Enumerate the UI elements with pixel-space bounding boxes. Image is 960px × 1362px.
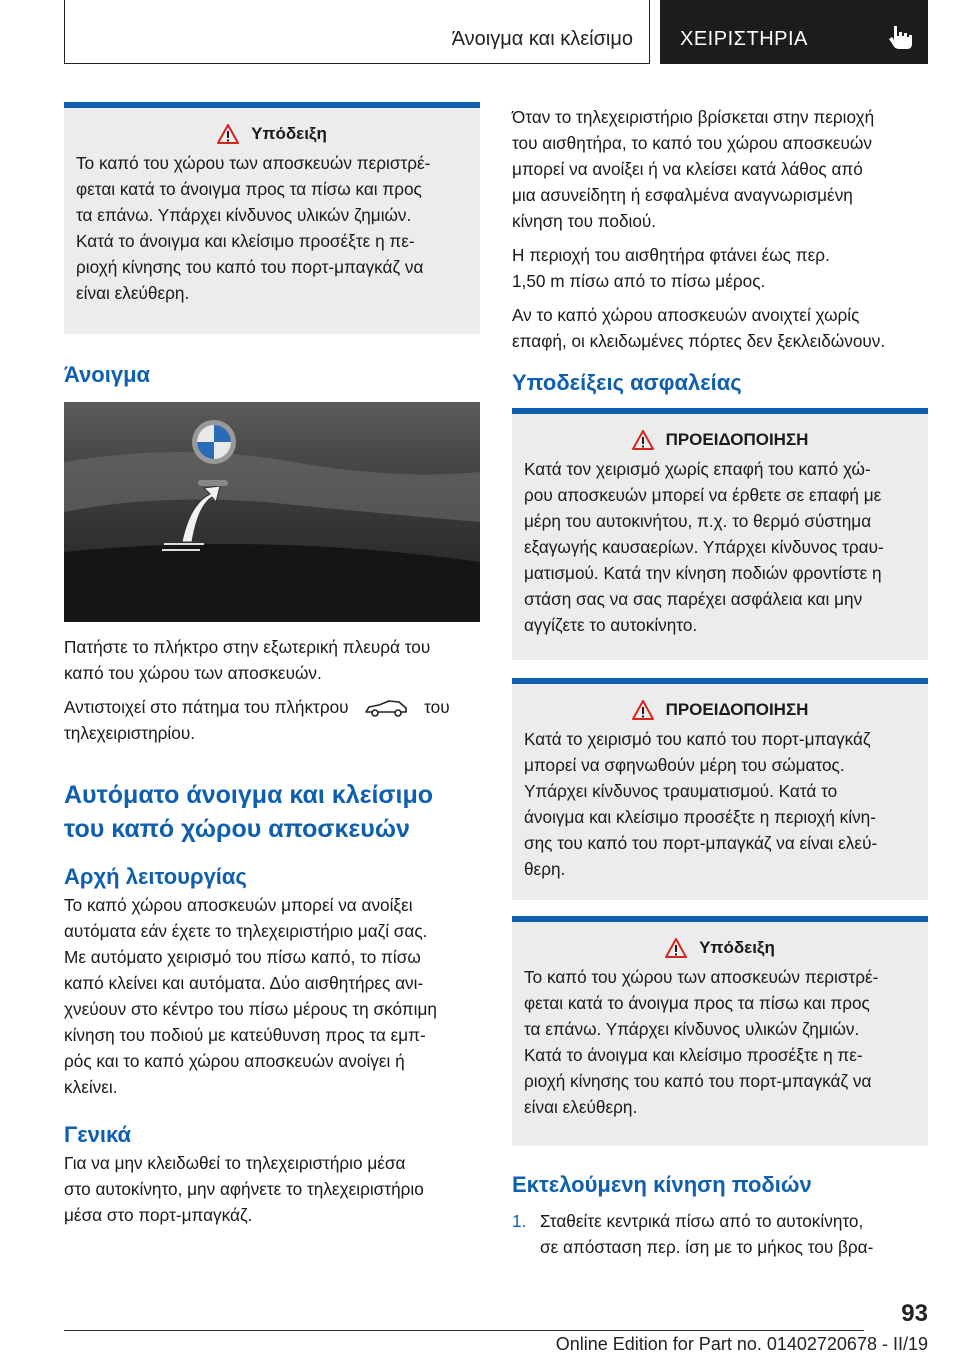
- general-line: στο αυτοκίνητο, μην αφήνετε το τηλεχειριστήριο: [64, 1179, 424, 1199]
- principle-line: καπό κλείνει και αυτόματα. Δύο αισθητήρες ανι-: [64, 973, 424, 993]
- note-box: [512, 916, 928, 1146]
- warning-line: μπορεί να σφηνωθούν μέρη του σώματος.: [524, 755, 845, 775]
- step-text: Σταθείτε κεντρικά πίσω από το αυτοκίνητο,: [540, 1211, 864, 1231]
- step-number: 1.: [512, 1211, 527, 1231]
- warning-line: άνοιγμα και κλείσιμο προσέξτε η περιοχή κίνη-: [524, 807, 876, 827]
- note-line: είναι ελεύθερη.: [524, 1097, 638, 1117]
- warning-line: μέρη του αυτοκινήτου, π.χ. το θερμό σύστημα: [524, 511, 872, 531]
- warning-line: ματισμού. Κατά την κίνηση ποδιών φροντίστε η: [524, 563, 882, 583]
- principle-line: ρός και το καπό χώρου αποσκευών ανοίγει ή: [64, 1051, 405, 1071]
- note-header: [76, 124, 468, 144]
- heading-opening: Άνοιγμα: [64, 362, 151, 387]
- press-text: καπό του χώρου των αποσκευών.: [64, 663, 322, 683]
- heading-principle: Αρχή λειτουργίας: [64, 864, 247, 889]
- range-line: 1,50 m πίσω από το πίσω μέρος.: [512, 271, 766, 291]
- warning-line: σης του καπό του πορτ-μπαγκάζ να είναι ελεύ-: [524, 833, 878, 853]
- warning-triangle-icon: [632, 700, 654, 720]
- warning-box: [512, 408, 928, 660]
- warning-line: στάση σας να σας παρέχει ασφάλεια και μην: [524, 589, 863, 609]
- warning-line: εξαγωγής καυσαερίων. Υπάρχει κίνδυνος τραυ-: [524, 537, 884, 557]
- intro-line: μπορεί να ανοίξει ή να κλείσει κατά λάθος από: [512, 159, 863, 179]
- footer-divider: [64, 1330, 864, 1331]
- warning-line: Υπάρχει κίνδυνος τραυματισμού. Κατά το: [524, 781, 838, 801]
- page-number: 93: [901, 1300, 928, 1327]
- intro-line: κίνηση του ποδιού.: [512, 211, 657, 231]
- warning-line: θερη.: [524, 859, 566, 879]
- note-line: φεται κατά το άνοιγμα προς τα πίσω και προς: [524, 993, 870, 1013]
- note-line: ριοχή κίνησης του καπό του πορτ-μπαγκάζ να: [524, 1071, 872, 1091]
- warning-triangle-icon: [217, 124, 239, 144]
- intro-line: Όταν το τηλεχειριστήριο βρίσκεται στην περιοχή: [512, 107, 875, 127]
- note-box: [64, 102, 480, 334]
- note-line: Το καπό του χώρου των αποσκευών περιστρέ-: [524, 967, 879, 987]
- note-line: Κατά το άνοιγμα και κλείσιμο προσέξτε η πε-: [524, 1045, 863, 1065]
- chapter-label: ΧΕΙΡΙΣΤΗΡΙΑ: [680, 28, 808, 50]
- warning-header: [524, 700, 916, 720]
- note-line: φεται κατά το άνοιγμα προς τα πίσω και προς: [76, 179, 422, 199]
- intro-line: μια ασυνείδητη ή εσφαλμένα αναγνωρισμένη: [512, 185, 853, 205]
- principle-line: κλείνει.: [64, 1077, 118, 1097]
- note-title: Υπόδειξη: [699, 938, 775, 957]
- remote-text-pre: Αντιστοιχεί στο πάτημα του πλήκτρου: [64, 697, 349, 717]
- header-section-box: [64, 0, 650, 64]
- step-text-cont: σε απόσταση περ. ίση με το μήκος του βρα-: [540, 1237, 874, 1257]
- principle-line: αυτόματα εάν έχετε το τηλεχειριστήριο μαζί σας.: [64, 921, 428, 941]
- general-line: μέσα στο πορτ-μπαγκάζ.: [64, 1205, 253, 1225]
- warning-triangle-icon: [632, 430, 654, 450]
- warning-line: αγγίζετε το αυτοκίνητο.: [524, 615, 698, 635]
- remote-text-line2: τηλεχειριστηρίου.: [64, 723, 195, 743]
- general-line: Για να μην κλειδωθεί το τηλεχειριστήριο μέσα: [64, 1153, 406, 1173]
- hand-pointer-icon: [886, 22, 916, 52]
- principle-line: Το καπό χώρου αποσκευών μπορεί να ανοίξει: [64, 895, 413, 915]
- chapter-tab: [660, 0, 928, 64]
- note-line: Κατά το άνοιγμα και κλείσιμο προσέξτε η πε-: [76, 231, 415, 251]
- press-text: Πατήστε το πλήκτρο στην εξωτερική πλευρά του: [64, 637, 431, 657]
- car-trunk-icon: [363, 699, 409, 717]
- principle-line: χνεύουν στο κέντρο του πίσω μέρους τη σκόπιμη: [64, 999, 437, 1019]
- remote-text-post: του: [424, 697, 450, 717]
- section-title: Άνοιγμα και κλείσιμο: [451, 28, 633, 50]
- warning-line: ρου αποσκευών μπορεί να έρθετε σε επαφή με: [524, 485, 882, 505]
- intro-line: του αισθητήρα, το καπό του χώρου αποσκευών: [512, 133, 872, 153]
- page-header: [64, 0, 928, 66]
- heading-general: Γενικά: [64, 1122, 132, 1147]
- step-item: [512, 1208, 928, 1234]
- note-line: τα επάνω. Υπάρχει κίνδυνος υλικών ζημιών.: [524, 1019, 860, 1039]
- warning-title: ΠΡΟΕΙΔΟΠΟΙΗΣΗ: [665, 700, 809, 719]
- trunk-button-photo: [64, 402, 480, 622]
- edition-text: Online Edition for Part no. 01402720678 - II/19: [555, 1334, 928, 1354]
- note-line: τα επάνω. Υπάρχει κίνδυνος υλικών ζημιών.: [76, 205, 412, 225]
- trunk-illustration: [64, 402, 480, 622]
- heading-auto: Αυτόματο άνοιγμα και κλείσιμο: [64, 781, 434, 809]
- warning-header: [524, 430, 916, 450]
- note-title: Υπόδειξη: [251, 124, 327, 143]
- note-line: ριοχή κίνησης του καπό του πορτ-μπαγκάζ να: [76, 257, 424, 277]
- warning-line: Κατά τον χειρισμό χωρίς επαφή του καπό χώ-: [524, 459, 871, 479]
- note-line: Το καπό του χώρου των αποσκευών περιστρέ-: [76, 153, 431, 173]
- heading-safety: Υποδείξεις ασφαλείας: [512, 370, 742, 395]
- principle-line: Με αυτόματο χειρισμό του πίσω καπό, το πίσω: [64, 947, 421, 967]
- note-line: είναι ελεύθερη.: [76, 283, 190, 303]
- range-line: Η περιοχή του αισθητήρα φτάνει έως περ.: [512, 245, 830, 265]
- warning-box: [512, 678, 928, 900]
- principle-line: κίνηση του ποδιού με κατεύθυνση προς τα εμπ-: [64, 1025, 426, 1045]
- contact-line: Αν το καπό χώρου αποσκευών ανοιχτεί χωρίς: [512, 305, 860, 325]
- note-header: [524, 938, 916, 958]
- warning-triangle-icon: [665, 938, 687, 958]
- warning-line: Κατά το χειρισμό του καπό του πορτ-μπαγκάζ: [524, 729, 871, 749]
- heading-foot-motion: Εκτελούμενη κίνηση ποδιών: [512, 1172, 812, 1197]
- remote-text: [64, 694, 480, 720]
- warning-title: ΠΡΟΕΙΔΟΠΟΙΗΣΗ: [665, 430, 809, 449]
- heading-auto: του καπό χώρου αποσκευών: [64, 815, 410, 843]
- contact-line: επαφή, οι κλειδωμένες πόρτες δεν ξεκλειδώνουν.: [512, 331, 886, 351]
